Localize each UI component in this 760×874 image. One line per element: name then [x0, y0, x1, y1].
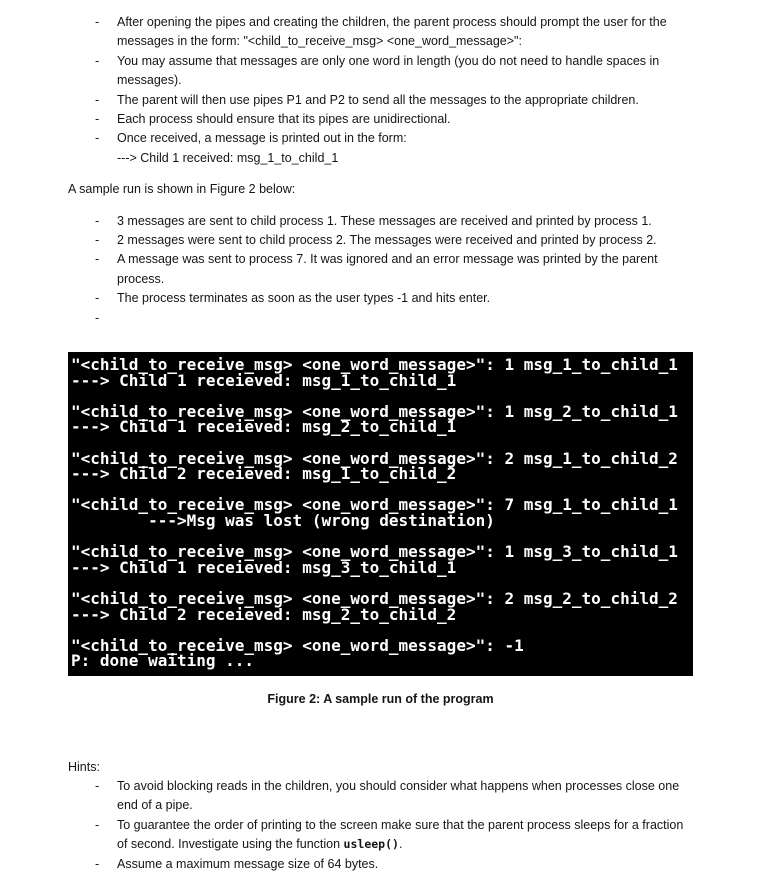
- terminal-line: ---> Child 1 receieved: msg_1_to_child_1: [71, 370, 457, 390]
- terminal-line: P: done waiting ...: [71, 651, 255, 671]
- bullet-text: 3 messages are sent to child process 1. These messages are received and printed by process 1.: [117, 213, 652, 228]
- terminal-line: --->Msg was lost (wrong destination): [71, 511, 495, 531]
- bullet-marker: -: [95, 291, 100, 306]
- bullet-text: [117, 129, 693, 168]
- hints-label: Hints:: [68, 759, 100, 774]
- bullet-text: To avoid blocking reads in the children, you should consider what happens when processes close one end of a pipe.: [117, 778, 680, 813]
- terminal-line: ---> Child 2 receieved: msg_2_to_child_2: [71, 604, 457, 624]
- terminal-line: ---> Child 1 receieved: msg_2_to_child_1: [71, 417, 457, 437]
- list-item: [68, 110, 693, 129]
- bullet-text: The process terminates as soon as the user types -1 and hits enter.: [117, 291, 491, 306]
- bullet-text: Assume a maximum message size of 64 bytes.: [117, 856, 379, 871]
- bullet-marker: -: [95, 252, 100, 267]
- bullet-marker: -: [95, 778, 100, 793]
- list-item: [68, 231, 693, 250]
- terminal-line: "<child_to_receive_msg> <one_word_message>": 1 msg_2_to_child_1: [71, 401, 678, 421]
- hint-text: To guarantee the order of printing to the screen make sure that the parent process sleeps for a fraction of second. Investigate using the function: [117, 817, 684, 852]
- list-item: [68, 129, 693, 168]
- bullet-marker: -: [95, 53, 100, 68]
- intro-bullet-list: [68, 13, 693, 168]
- bullet-text-line1: Once received, a message is printed out in the form:: [117, 131, 407, 146]
- terminal-line: "<child_to_receive_msg> <one_word_message>": 2 msg_2_to_child_2: [71, 589, 678, 608]
- list-item: [68, 289, 693, 308]
- bullet-marker: -: [95, 856, 100, 871]
- bullet-marker: -: [95, 92, 100, 107]
- bullet-marker: -: [95, 112, 100, 127]
- bullet-marker: -: [95, 131, 100, 146]
- figure-caption: Figure 2: A sample run of the program: [267, 692, 494, 707]
- bullet-text: A message was sent to process 7. It was ignored and an error message was printed by the parent process.: [117, 252, 658, 286]
- terminal-screenshot: [68, 352, 693, 676]
- list-item: [68, 816, 693, 855]
- bullet-text: After opening the pipes and creating the children, the parent process should prompt the user for the messages in the form: "<child_to_receive_msg> <one_word_message>":: [117, 15, 667, 49]
- hints-bullet-list: [68, 777, 693, 874]
- sample-bullet-list: [68, 212, 693, 328]
- terminal-line: "<child_to_receive_msg> <one_word_message>": 2 msg_1_to_child_2: [71, 448, 678, 468]
- hint-text-suffix: .: [398, 837, 403, 852]
- sample-run-intro: A sample run is shown in Figure 2 below:: [68, 182, 296, 197]
- bullet-marker: -: [95, 213, 100, 228]
- bullet-text-line2: ---> Child 1 received: msg_1_to_child_1: [117, 150, 339, 165]
- bullet-marker: -: [95, 817, 100, 832]
- bullet-text: The parent will then use pipes P1 and P2 to send all the messages to the appropriate children.: [117, 92, 639, 107]
- list-item: [68, 91, 693, 110]
- bullet-text: You may assume that messages are only one word in length (you do not need to handle spaces in messages).: [117, 53, 660, 88]
- inline-code-usleep: usleep(): [343, 837, 399, 852]
- terminal-line: "<child_to_receive_msg> <one_word_message>": 7 msg_1_to_child_1: [71, 495, 678, 515]
- list-item: [68, 212, 693, 231]
- terminal-line: ---> Child 2 receieved: msg_1_to_child_2: [71, 464, 457, 484]
- list-item: [68, 855, 693, 874]
- list-item: [68, 309, 693, 328]
- bullet-marker: -: [95, 233, 100, 248]
- bullet-text: [117, 309, 693, 328]
- terminal-line: "<child_to_receive_msg> <one_word_message>": -1: [71, 635, 524, 655]
- terminal-line: "<child_to_receive_msg> <one_word_message>": 1 msg_3_to_child_1: [71, 542, 678, 562]
- bullet-marker: -: [95, 15, 100, 29]
- list-item: [68, 250, 693, 289]
- terminal-line: "<child_to_receive_msg> <one_word_message>": 1 msg_1_to_child_1: [71, 355, 678, 375]
- terminal-line: ---> Child 1 receieved: msg_3_to_child_1: [71, 557, 457, 577]
- list-item: [68, 52, 693, 91]
- list-item: [68, 13, 693, 52]
- list-item: [68, 777, 693, 816]
- bullet-text: Each process should ensure that its pipes are unidirectional.: [117, 112, 451, 127]
- bullet-text: 2 messages were sent to child process 2. The messages were received and printed by process 2.: [117, 233, 657, 248]
- bullet-marker: -: [95, 310, 100, 325]
- bullet-text: [117, 816, 693, 855]
